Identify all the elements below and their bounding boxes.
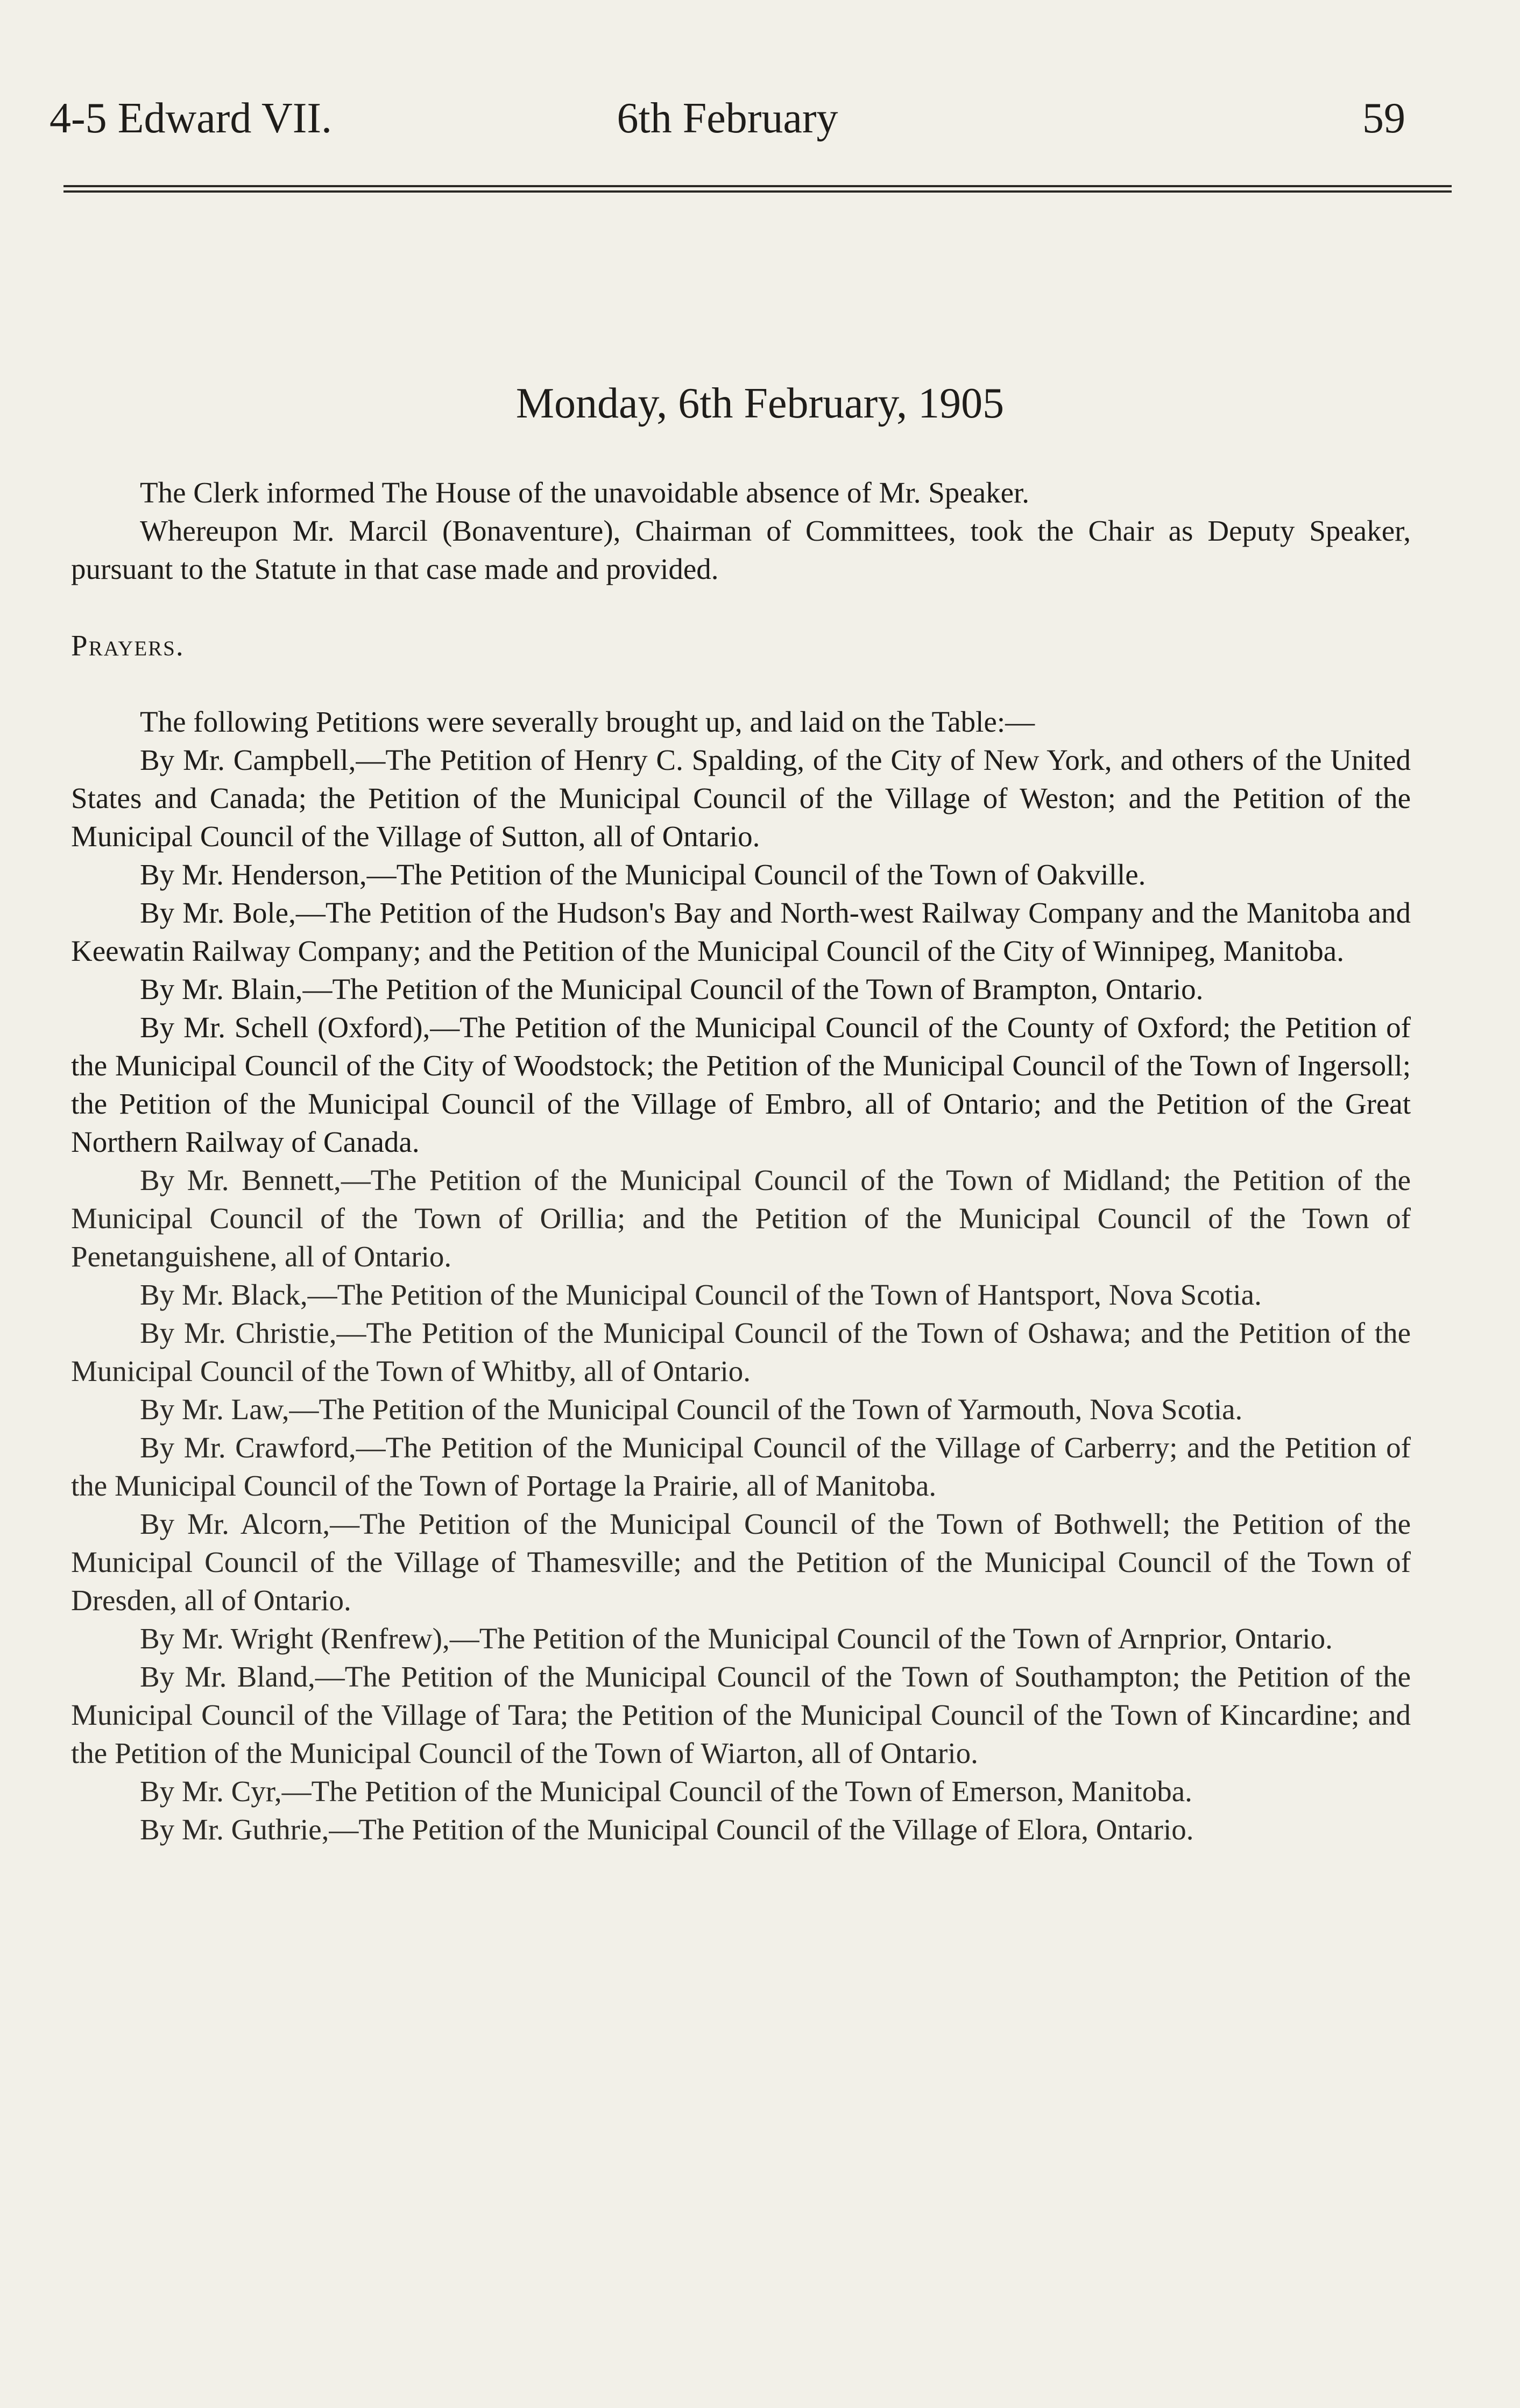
petition-law: By Mr. Law,—The Petition of the Municipal Council of the Town of Yarmouth, Nova Scotia. [140,1393,1243,1426]
petition-blain: By Mr. Blain,—The Petition of the Municipal Council of the Town of Brampton, Ontario. [140,973,1204,1005]
sitting-date-heading: Monday, 6th February, 1905 [515,380,1005,427]
petition-cyr: By Mr. Cyr,—The Petition of the Municipal Council of the Town of Emerson, Manitoba. [140,1775,1192,1808]
page-number: 59 [1362,95,1405,142]
petition-bole: By Mr. Bole,—The Petition of the Hudson's Bay and North-west Railway Company and the Manitoba and Keewatin Railway Company; and the Petition of the Municipal Council of the City of Winnipeg, Manitoba. [71,896,1411,967]
petition-bland: By Mr. Bland,—The Petition of the Municipal Council of the Town of Southampton; the Petition of the Municipal Council of the Village of Tara; the Petition of the Municipal Council of the Town of Kincardine; and the Petition of the Municipal Council of the Town of Wiarton, all of Ontario. [71,1660,1411,1769]
session-label: 4-5 Edward VII. [50,95,333,142]
prayers-heading: Prayers. [71,629,185,662]
petition-schell: By Mr. Schell (Oxford),—The Petition of the Municipal Council of the County of Oxford; the Petition of the Municipal Council of the City of Woodstock; the Petition of the Municipal Council of the Town of Ingersoll; the Petition of the Municipal Council of the Village of Embro, all of Ontario; and the Petition of the Great Northern Railway of Canada. [71,1011,1411,1158]
petition-alcorn: By Mr. Alcorn,—The Petition of the Municipal Council of the Town of Bothwell; the Petition of the Municipal Council of the Village of Thamesville; and the Petition of the Municipal Council of the Town of Dresden, all of Ontario. [71,1507,1411,1617]
petition-wright: By Mr. Wright (Renfrew),—The Petition of the Municipal Council of the Town of Arnprior, Ontario. [140,1622,1333,1655]
petition-bennett: By Mr. Bennett,—The Petition of the Municipal Council of the Town of Midland; the Petition of the Municipal Council of the Town of Orillia; and the Petition of the Municipal Council of the Town of Penetanguishene, all of Ontario. [71,1164,1411,1273]
petition-christie: By Mr. Christie,—The Petition of the Municipal Council of the Town of Oshawa; and the Petition of the Municipal Council of the Town of Whitby, all of Ontario. [71,1316,1411,1387]
paragraph-petitions-intro: The following Petitions were severally brought up, and laid on the Table:— [140,705,1035,738]
running-head [50,91,1405,145]
header-double-rule [63,185,1452,193]
journal-body [71,473,1411,1849]
petition-henderson: By Mr. Henderson,—The Petition of the Municipal Council of the Town of Oakville. [140,858,1146,891]
petition-guthrie: By Mr. Guthrie,—The Petition of the Municipal Council of the Village of Elora, Ontario. [140,1813,1194,1846]
petition-crawford: By Mr. Crawford,—The Petition of the Municipal Council of the Village of Carberry; and the Petition of the Municipal Council of the Town of Portage la Prairie, all of Manitoba. [71,1431,1411,1502]
paragraph-deputy-speaker: Whereupon Mr. Marcil (Bonaventure), Chairman of Committees, took the Chair as Deputy Speaker, pursuant to the Statute in that case made and provided. [71,514,1411,585]
page-date: 6th February [617,95,838,142]
petition-black: By Mr. Black,—The Petition of the Municipal Council of the Town of Hantsport, Nova Scotia. [140,1278,1262,1311]
petition-campbell: By Mr. Campbell,—The Petition of Henry C. Spalding, of the City of New York, and others of the United States and Canada; the Petition of the Municipal Council of the Village of Weston; and the Petition of the Municipal Council of the Village of Sutton, all of Ontario. [71,743,1411,853]
paragraph-clerk-informed: The Clerk informed The House of the unavoidable absence of Mr. Speaker. [140,476,1030,509]
